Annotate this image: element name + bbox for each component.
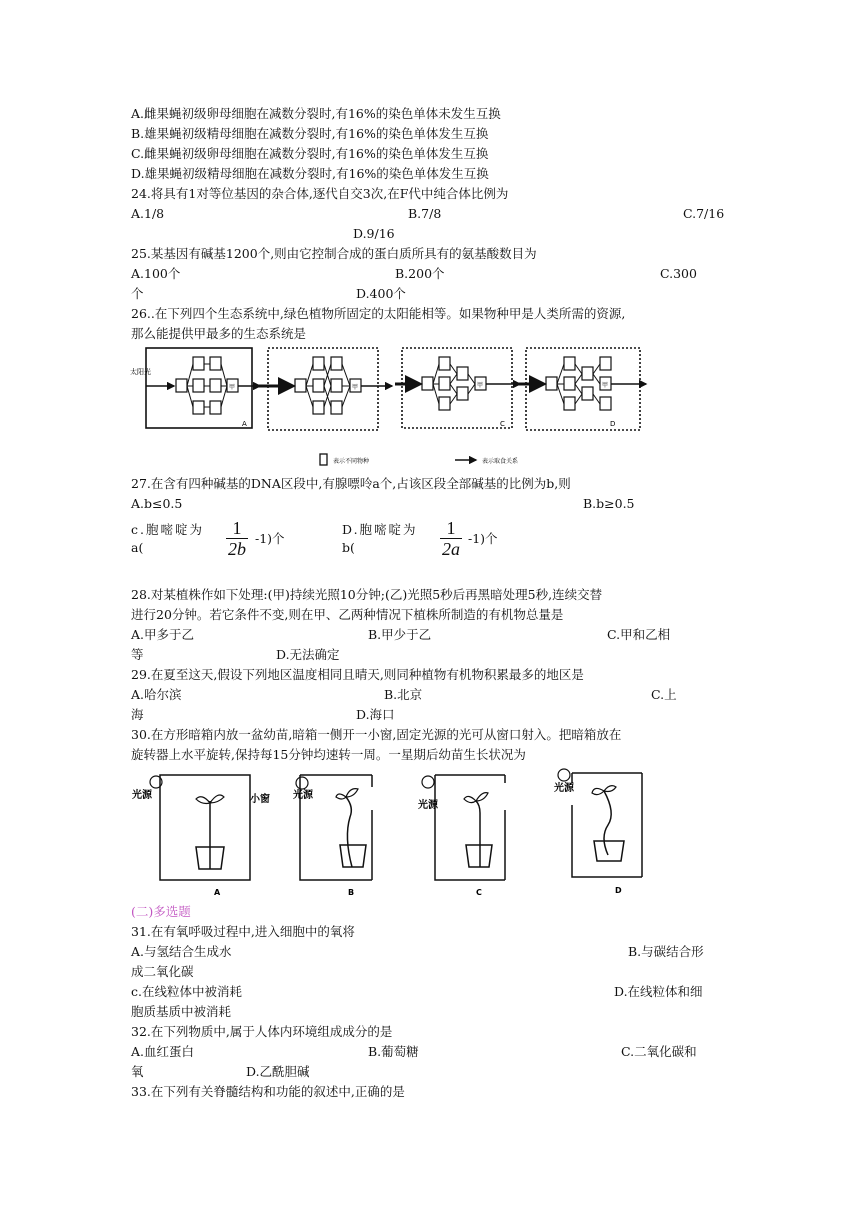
q31-stem: 31.在有氧呼吸过程中,进入细胞中的氧将 bbox=[131, 924, 355, 939]
svg-text:B: B bbox=[348, 888, 355, 897]
q23-option-c: C.雌果蝇初级卵母细胞在减数分裂时,有16%的染色单体发生互换 bbox=[131, 146, 489, 161]
q27-option-d-suffix: -1)个 bbox=[468, 531, 498, 546]
q23-option-a: A.雌果蝇初级卵母细胞在减数分裂时,有16%的染色单体未发生互换 bbox=[131, 106, 501, 121]
q27-option-a: A.b≤0.5 bbox=[131, 496, 183, 511]
svg-text:D: D bbox=[610, 420, 616, 428]
q25-option-c: C.300 bbox=[660, 266, 697, 281]
q27-c-numerator: 1 bbox=[232, 518, 242, 538]
seedling-option-c bbox=[418, 775, 505, 897]
q29-option-b: B.北京 bbox=[384, 687, 423, 702]
ecosystem-panel-c bbox=[395, 348, 520, 428]
seedling-option-d bbox=[554, 769, 642, 895]
q32-stem: 32.在下列物质中,属于人体内环境组成成分的是 bbox=[131, 1024, 393, 1039]
seedling-option-a bbox=[132, 775, 270, 897]
svg-text:甲: 甲 bbox=[477, 382, 484, 389]
section-heading-multiple-choice: (二)多选题 bbox=[131, 904, 191, 919]
q27-option-b: B.b≥0.5 bbox=[583, 496, 635, 511]
light-source-icon bbox=[558, 769, 570, 781]
q29-option-c-cont: 海 bbox=[131, 707, 144, 722]
svg-text:表示不同物种: 表示不同物种 bbox=[333, 458, 370, 465]
svg-text:D: D bbox=[615, 886, 622, 895]
q25-option-d: D.400个 bbox=[356, 286, 406, 301]
q27-option-c-prefix2: a( bbox=[131, 540, 144, 555]
svg-text:小窗: 小窗 bbox=[250, 794, 270, 805]
q28-option-c: C.甲和乙相 bbox=[607, 627, 671, 642]
q32-option-c: C.二氧化碳和 bbox=[621, 1044, 697, 1059]
q32-option-b: B.葡萄糖 bbox=[368, 1044, 419, 1059]
q31-option-d: D.在线粒体和细 bbox=[614, 984, 703, 999]
q28-option-c-cont: 等 bbox=[131, 647, 144, 662]
ecosystem-diagram bbox=[130, 344, 650, 472]
q28-stem-line1: 28.对某植株作如下处理:(甲)持续光照10分钟;(乙)光照5秒后再黑暗处理5秒,连续交替 bbox=[131, 587, 603, 602]
q27-d-numerator: 1 bbox=[446, 518, 456, 538]
light-source-icon bbox=[296, 777, 308, 789]
svg-text:C: C bbox=[476, 888, 482, 897]
ecosystem-panel-a bbox=[130, 348, 260, 428]
q25-option-a: A.100个 bbox=[131, 266, 181, 281]
svg-text:光源: 光源 bbox=[132, 790, 152, 801]
q28-option-d: D.无法确定 bbox=[276, 647, 340, 662]
q32-option-d: D.乙酰胆碱 bbox=[246, 1064, 310, 1079]
q25-option-b: B.200个 bbox=[395, 266, 445, 281]
q27-option-c-prefix: c.胞嘧啶为 bbox=[131, 522, 204, 537]
q29-option-a: A.哈尔滨 bbox=[131, 687, 182, 702]
seedling-diagram bbox=[130, 765, 660, 900]
q33-stem: 33.在下列有关脊髓结构和功能的叙述中,正确的是 bbox=[131, 1084, 405, 1099]
q26-stem-line1: 26..在下列四个生态系统中,绿色植物所固定的太阳能相等。如果物种甲是人类所需的资源, bbox=[131, 306, 626, 321]
q31-option-d-cont: 胞质基质中被消耗 bbox=[131, 1004, 232, 1019]
q24-option-d: D.9/16 bbox=[353, 226, 395, 241]
svg-text:甲: 甲 bbox=[229, 384, 236, 391]
q27-d-denominator: 2a bbox=[442, 539, 460, 559]
svg-text:甲: 甲 bbox=[352, 384, 359, 391]
svg-text:A: A bbox=[214, 888, 221, 897]
q28-option-a: A.甲多于乙 bbox=[131, 627, 195, 642]
q29-option-d: D.海口 bbox=[356, 707, 395, 722]
q24-stem: 24.将具有1对等位基因的杂合体,逐代自交3次,在F代中纯合体比例为 bbox=[131, 186, 509, 201]
q27-option-c-suffix: -1)个 bbox=[255, 531, 285, 546]
q23-option-b: B.雄果蝇初级精母细胞在减数分裂时,有16%的染色单体发生互换 bbox=[131, 126, 489, 141]
q23-option-d: D.雄果蝇初级精母细胞在减数分裂时,有16%的染色单体发生互换 bbox=[131, 166, 489, 181]
q31-option-c: c.在线粒体中被消耗 bbox=[131, 984, 242, 999]
light-source-icon bbox=[422, 776, 434, 788]
q24-option-a: A.1/8 bbox=[131, 206, 165, 221]
svg-text:表示取食关系: 表示取食关系 bbox=[482, 458, 519, 465]
q29-option-c: C.上 bbox=[651, 687, 677, 702]
q27-option-d-fraction bbox=[440, 519, 462, 558]
q27-option-d-prefix2: b( bbox=[342, 540, 355, 555]
q24-option-b: B.7/8 bbox=[408, 206, 442, 221]
q25-stem: 25.某基因有碱基1200个,则由它控制合成的蛋白质所具有的氨基酸数目为 bbox=[131, 246, 537, 261]
q28-stem-line2: 进行20分钟。若它条件不变,则在甲、乙两种情况下植株所制造的有机物总量是 bbox=[131, 607, 564, 622]
q31-option-b: B.与碳结合形 bbox=[628, 944, 704, 959]
q30-stem-line2: 旋转器上水平旋转,保持每15分钟均速转一周。一星期后幼苗生长状况为 bbox=[131, 747, 526, 762]
q27-option-c-fraction bbox=[226, 519, 248, 558]
svg-text:A: A bbox=[242, 420, 247, 428]
ecosystem-panel-b bbox=[255, 348, 392, 430]
q31-option-a: A.与氢结合生成水 bbox=[131, 944, 232, 959]
svg-text:光源: 光源 bbox=[418, 800, 438, 811]
ecosystem-legend bbox=[320, 454, 518, 465]
q30-stem-line1: 30.在方形暗箱内放一盆幼苗,暗箱一侧开一小窗,固定光源的光可从窗口射入。把暗箱放在 bbox=[131, 727, 622, 742]
svg-text:光源: 光源 bbox=[293, 790, 313, 801]
svg-text:甲: 甲 bbox=[602, 382, 609, 389]
q29-stem: 29.在夏至这天,假设下列地区温度相同且晴天,则同种植物有机物积累最多的地区是 bbox=[131, 667, 584, 682]
q27-option-d-prefix: D.胞嘧啶为 bbox=[342, 522, 418, 537]
q28-option-b: B.甲少于乙 bbox=[368, 627, 432, 642]
q26-stem-line2: 那么能提供甲最多的生态系统是 bbox=[131, 326, 307, 341]
q31-option-b-cont: 成二氧化碳 bbox=[131, 964, 194, 979]
q32-option-c-cont: 氧 bbox=[131, 1064, 144, 1079]
seedling-option-b bbox=[293, 775, 372, 897]
svg-text:光源: 光源 bbox=[554, 783, 574, 794]
ecosystem-panel-d bbox=[518, 348, 646, 430]
svg-text:C: C bbox=[500, 420, 505, 428]
svg-text:太阳光: 太阳光 bbox=[130, 368, 151, 376]
q25-option-c-cont: 个 bbox=[131, 286, 144, 301]
q27-c-denominator: 2b bbox=[228, 539, 246, 559]
q32-option-a: A.血红蛋白 bbox=[131, 1044, 195, 1059]
q24-option-c: C.7/16 bbox=[683, 206, 725, 221]
q27-stem: 27.在含有四种碱基的DNA区段中,有腺嘌呤a个,占该区段全部碱基的比例为b,则 bbox=[131, 476, 571, 491]
